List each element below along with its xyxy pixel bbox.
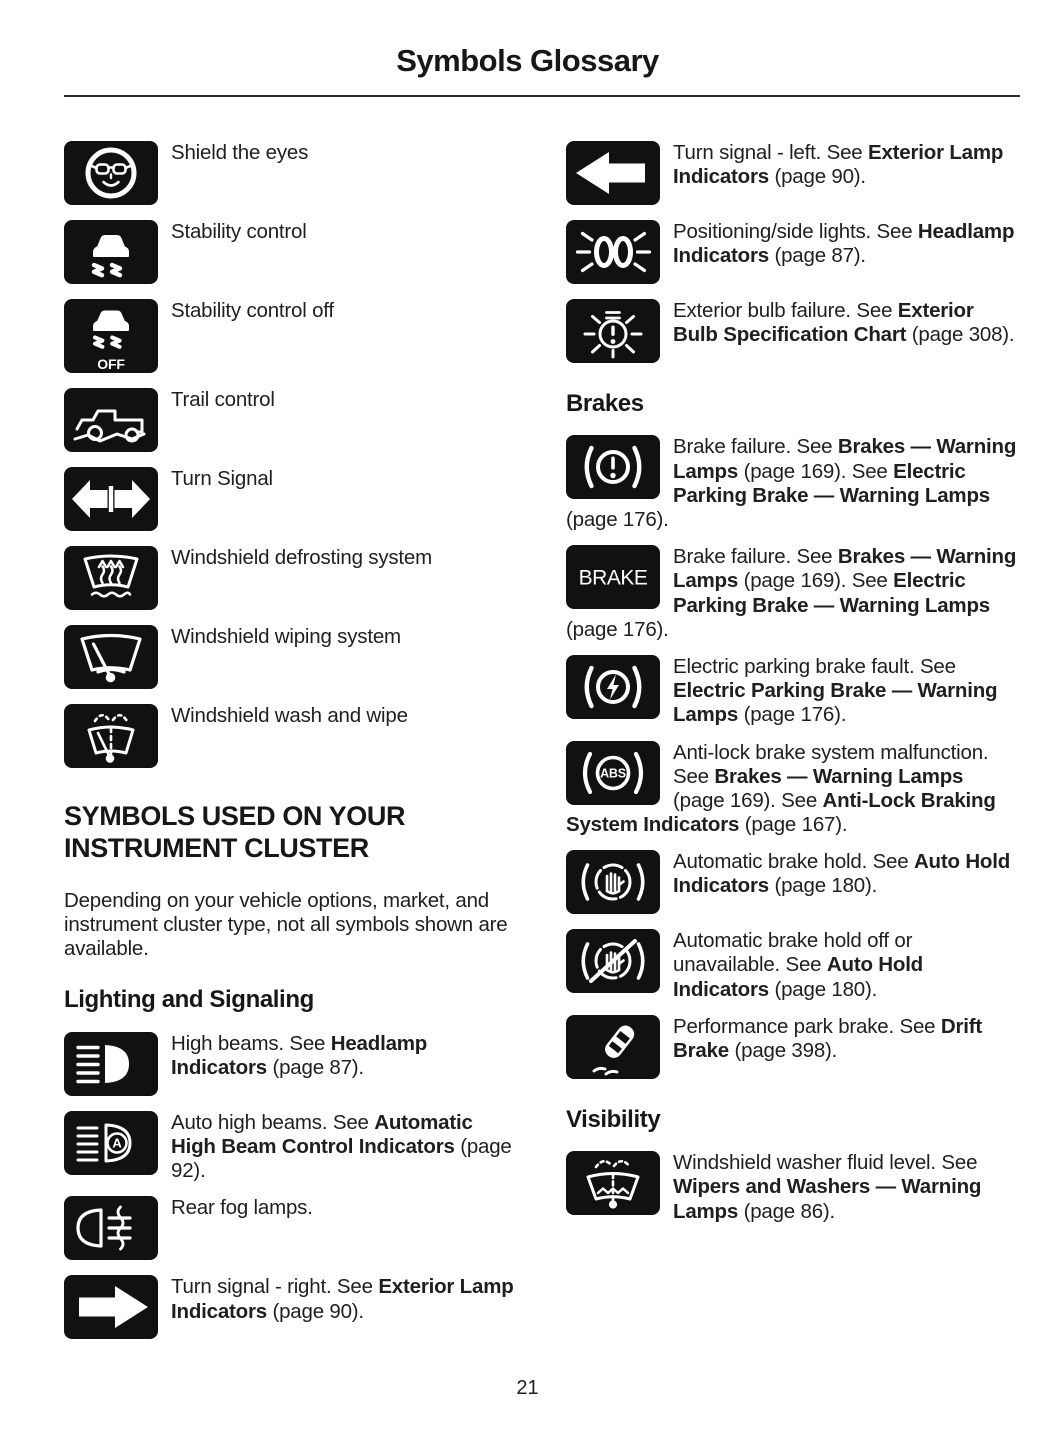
glossary-item-text: Anti-lock brake system malfunction. See Brakes — Warning Lamps (page 169). See Anti-Lock Braking System Indicators (page 167). bbox=[566, 740, 996, 837]
trail-control-icon bbox=[64, 388, 158, 452]
subsection-heading: Visibility bbox=[566, 1105, 661, 1133]
glossary-item bbox=[64, 1032, 518, 1098]
svg-text:BRAKE: BRAKE bbox=[578, 566, 648, 590]
glossary-item-text: Auto high beams. See Automatic High Beam Control Indicators (page 92). bbox=[171, 1110, 512, 1183]
stability-control-icon bbox=[64, 220, 158, 284]
page-title: Symbols Glossary bbox=[396, 43, 659, 78]
intro-paragraph: Depending on your vehicle options, market, and instrument cluster type, not all symbols shown are available. bbox=[64, 888, 508, 961]
right-column bbox=[566, 141, 1020, 1354]
glossary-item bbox=[566, 655, 1020, 728]
glossary-item bbox=[64, 625, 518, 691]
brake-word-icon bbox=[566, 545, 660, 609]
glossary-item-text: Automatic brake hold. See Auto Hold Indicators (page 180). bbox=[673, 850, 1011, 898]
subsection-heading: Lighting and Signaling bbox=[64, 986, 314, 1014]
glossary-item-text: Turn signal - right. See Exterior Lamp Indicators (page 90). bbox=[171, 1275, 514, 1323]
glossary-item bbox=[566, 545, 1020, 642]
left-column bbox=[64, 141, 518, 1354]
glossary-item-text: Windshield defrosting system bbox=[171, 546, 433, 570]
electric-parking-brake-fault-icon bbox=[566, 655, 660, 719]
glossary-item bbox=[64, 467, 518, 533]
glossary-item-text: Brake failure. See Brakes — Warning Lamps (page 169). See Electric Parking Brake — Warning Lamps (page 176). bbox=[566, 435, 1017, 532]
glossary-item bbox=[64, 220, 518, 286]
glossary-item bbox=[64, 1196, 518, 1262]
glossary-item bbox=[566, 741, 1020, 838]
subsection-heading: Brakes bbox=[566, 390, 644, 418]
glossary-item bbox=[566, 435, 1020, 532]
glossary-item-text: High beams. See Headlamp Indicators (page 87). bbox=[171, 1031, 428, 1080]
glossary-item bbox=[64, 141, 518, 207]
glossary-item-text: Electric parking brake fault. See Electric Parking Brake — Warning Lamps (page 176). bbox=[673, 654, 998, 727]
glossary-item bbox=[566, 929, 1020, 1002]
glossary-item-text: Performance park brake. See Drift Brake (page 398). bbox=[673, 1014, 983, 1063]
windshield-defrost-icon bbox=[64, 546, 158, 610]
windshield-wash-wipe-icon bbox=[64, 704, 158, 768]
glossary-item bbox=[566, 850, 1020, 916]
glossary-item-text: Windshield washer fluid level. See Wipers and Washers — Warning Lamps (page 86). bbox=[673, 1151, 982, 1223]
windshield-wiper-icon bbox=[64, 625, 158, 689]
glossary-columns bbox=[0, 97, 1055, 1354]
rear-fog-lamps-icon bbox=[64, 1196, 158, 1260]
glossary-item-text: Stability control bbox=[171, 220, 307, 244]
high-beams-icon bbox=[64, 1032, 158, 1096]
turn-signal-right-icon bbox=[64, 1275, 158, 1339]
glossary-item bbox=[64, 1275, 518, 1341]
glossary-item bbox=[566, 1151, 1020, 1224]
side-lights-icon bbox=[566, 220, 660, 284]
section-heading: SYMBOLS USED ON YOUR INSTRUMENT CLUSTER bbox=[64, 801, 406, 864]
abs-malfunction-icon bbox=[566, 741, 660, 805]
auto-brake-hold-icon bbox=[566, 850, 660, 914]
glossary-item bbox=[566, 1015, 1020, 1081]
glossary-item-text: Shield the eyes bbox=[171, 141, 309, 165]
glossary-item bbox=[64, 1111, 518, 1184]
glossary-item-text: Brake failure. See Brakes — Warning Lamps (page 169). See Electric Parking Brake — Warning Lamps (page 176). bbox=[566, 545, 1017, 641]
auto-brake-hold-off-icon bbox=[566, 929, 660, 993]
glossary-item-text: Exterior bulb failure. See Exterior Bulb Specification Chart (page 308). bbox=[673, 299, 1015, 347]
auto-high-beams-icon bbox=[64, 1111, 158, 1175]
glossary-item-text: Windshield wash and wipe bbox=[171, 704, 408, 728]
brake-failure-icon bbox=[566, 435, 660, 499]
glossary-item-text: Trail control bbox=[171, 388, 275, 412]
svg-text:OFF: OFF bbox=[97, 356, 125, 373]
stability-control-off-icon bbox=[64, 299, 158, 373]
glossary-item-text: Windshield wiping system bbox=[171, 625, 401, 649]
glossary-item bbox=[566, 299, 1020, 365]
glossary-item bbox=[566, 220, 1020, 286]
turn-signal-icon bbox=[64, 467, 158, 531]
eye-protection-icon bbox=[64, 141, 158, 205]
drift-brake-icon bbox=[566, 1015, 660, 1079]
glossary-item-text: Automatic brake hold off or unavailable. See Auto Hold Indicators (page 180). bbox=[673, 929, 924, 1001]
svg-text:A: A bbox=[112, 1135, 122, 1151]
glossary-item bbox=[566, 141, 1020, 207]
exterior-bulb-failure-icon bbox=[566, 299, 660, 363]
glossary-item bbox=[64, 704, 518, 770]
glossary-item-text: Turn signal - left. See Exterior Lamp Indicators (page 90). bbox=[673, 141, 1004, 189]
glossary-item-text: Turn Signal bbox=[171, 467, 273, 491]
glossary-item bbox=[64, 299, 518, 375]
glossary-item-text: Positioning/side lights. See Headlamp Indicators (page 87). bbox=[673, 220, 1015, 268]
washer-fluid-level-icon bbox=[566, 1151, 660, 1215]
page-number: 21 bbox=[516, 1377, 539, 1399]
glossary-item-text: Rear fog lamps. bbox=[171, 1196, 313, 1220]
svg-text:ABS: ABS bbox=[600, 766, 626, 781]
turn-signal-left-icon bbox=[566, 141, 660, 205]
glossary-item bbox=[64, 546, 518, 612]
glossary-item-text: Stability control off bbox=[171, 299, 334, 323]
glossary-item bbox=[64, 388, 518, 454]
